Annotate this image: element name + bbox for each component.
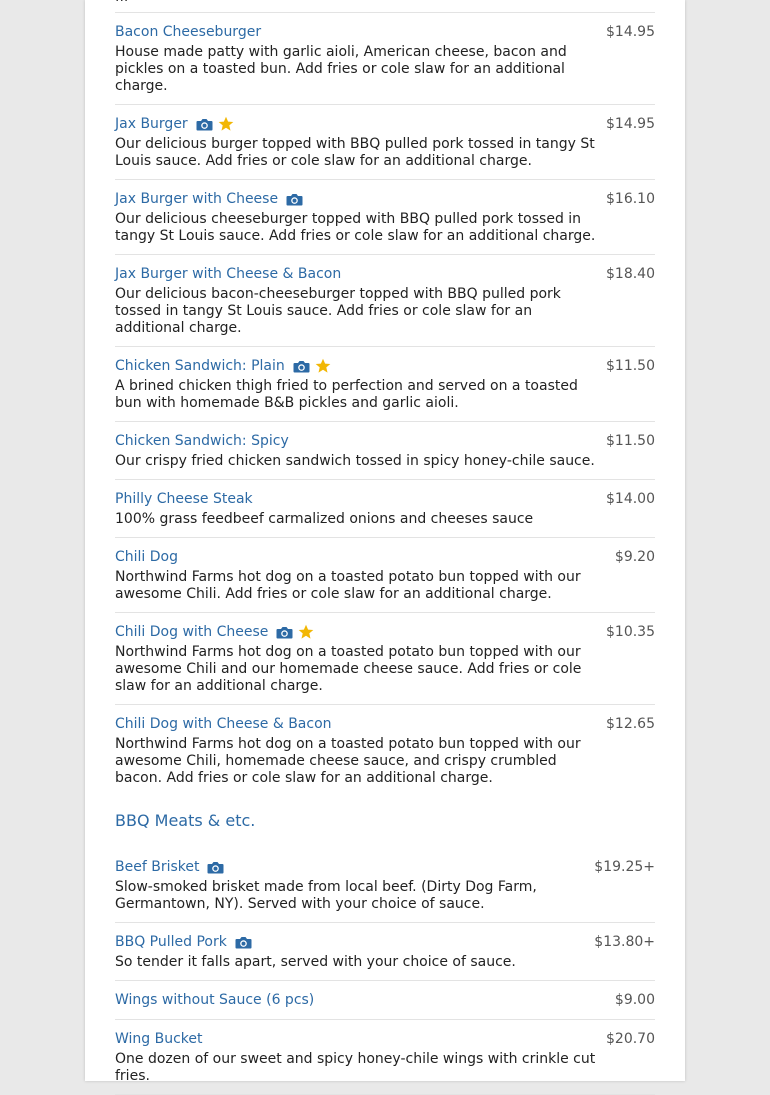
menu-item[interactable] (115, 105, 655, 180)
menu-item-name[interactable]: Jax Burger with Cheese (115, 191, 279, 207)
star-icon (298, 624, 314, 640)
menu-item-description: Our delicious bacon-cheeseburger topped with BBQ pulled pork tossed in tangy St Louis sauce. Add fries or cole slaw for an additional charge. (115, 286, 561, 336)
menu-item-header (115, 264, 655, 284)
menu-item[interactable] (115, 613, 655, 705)
star-icon (315, 358, 331, 374)
menu-item-name[interactable]: Philly Cheese Steak (115, 491, 253, 507)
menu-item-price: $20.70 (606, 1031, 655, 1047)
menu-item-price: $18.40 (606, 266, 655, 282)
menu-item-header (115, 489, 655, 509)
menu-item[interactable] (115, 422, 655, 480)
menu-item-name[interactable]: Bacon Cheeseburger (115, 24, 262, 40)
cut-off-item (115, 0, 655, 13)
menu-item-header (115, 431, 655, 451)
menu-item-header (115, 356, 655, 376)
menu-item-price: $13.80+ (594, 934, 655, 950)
menu-item[interactable] (115, 538, 655, 613)
menu-item-price: $11.50 (606, 433, 655, 449)
menu-item-header (115, 22, 655, 42)
menu-item-header (115, 714, 655, 734)
camera-icon[interactable] (286, 193, 303, 206)
menu-item[interactable] (115, 180, 655, 255)
menu-item-header (115, 547, 655, 567)
camera-icon[interactable] (235, 936, 252, 949)
star-icon (218, 116, 234, 132)
menu-item[interactable] (115, 705, 655, 796)
menu-item-price: $19.25+ (594, 859, 655, 875)
menu-item[interactable] (115, 923, 655, 981)
menu-item-name[interactable]: Jax Burger (115, 116, 188, 132)
menu-item-description: Northwind Farms hot dog on a toasted potato bun topped with our awesome Chili and our homemade cheese sauce. Add fries or cole slaw for an additional charge. (115, 644, 582, 694)
menu-item-price: $10.35 (606, 624, 655, 640)
camera-icon[interactable] (276, 626, 293, 639)
menu-item-header (115, 622, 655, 642)
menu-item-header (115, 1029, 655, 1049)
menu-item-price: $14.95 (606, 116, 655, 132)
menu-item-price: $9.20 (614, 549, 655, 565)
menu-item-description: One dozen of our sweet and spicy honey-chile wings with crinkle cut fries. (115, 1051, 596, 1084)
menu-item-name[interactable]: Chili Dog (115, 549, 178, 565)
menu-item-header (115, 189, 655, 209)
menu-item-name[interactable]: Beef Brisket (115, 859, 200, 875)
menu-item-header (115, 932, 655, 952)
menu-item-price: $16.10 (606, 191, 655, 207)
menu-item[interactable] (115, 347, 655, 422)
menu-item-name[interactable]: Chili Dog with Cheese (115, 624, 269, 640)
menu-item-header (115, 990, 655, 1010)
menu-item-description: Northwind Farms hot dog on a toasted potato bun topped with our awesome Chili. Add fries or cole slaw for an additional charge. (115, 569, 581, 602)
menu-item[interactable] (115, 13, 655, 105)
menu-item-price: $12.65 (606, 716, 655, 732)
menu-item-description: Our delicious burger topped with BBQ pulled pork tossed in tangy St Louis sauce. Add fries or cole slaw for an additional charge. (115, 136, 595, 169)
menu-item[interactable] (115, 480, 655, 538)
menu-item-name[interactable]: Jax Burger with Cheese & Bacon (115, 266, 342, 282)
section-title-bbq-meats: BBQ Meats & etc. (115, 811, 256, 830)
menu-item-price: $11.50 (606, 358, 655, 374)
camera-icon[interactable] (207, 861, 224, 874)
menu-item-description: House made patty with garlic aioli, American cheese, bacon and pickles on a toasted bun. Add fries or cole slaw for an additional charge. (115, 44, 567, 94)
menu-item-name[interactable]: Chili Dog with Cheese & Bacon (115, 716, 332, 732)
menu-item-header (115, 857, 655, 877)
menu-item[interactable] (115, 1020, 655, 1095)
menu-item-description: A brined chicken thigh fried to perfection and served on a toasted bun with homemade B&B pickles and garlic aioli. (115, 378, 578, 411)
bbq-meats-list (115, 848, 655, 1095)
menu-item-price: $14.95 (606, 24, 655, 40)
cut-off-text (115, 0, 128, 5)
camera-icon[interactable] (196, 118, 213, 131)
menu-item[interactable] (115, 255, 655, 347)
menu-item[interactable] (115, 848, 655, 923)
menu-item-description: Slow-smoked brisket made from local beef. (Dirty Dog Farm, Germantown, NY). Served with your choice of sauce. (115, 879, 537, 912)
camera-icon[interactable] (293, 360, 310, 373)
menu-item-name[interactable]: BBQ Pulled Pork (115, 934, 227, 950)
menu-item-price: $9.00 (614, 992, 655, 1008)
menu-item-description: 100% grass feedbeef carmalized onions and cheeses sauce (115, 511, 534, 527)
menu-item[interactable] (115, 981, 655, 1020)
menu-list (115, 0, 655, 1095)
menu-item-name[interactable]: Wing Bucket (115, 1031, 203, 1047)
menu-item-description: Northwind Farms hot dog on a toasted potato bun topped with our awesome Chili, homemade cheese sauce, and crispy crumbled bacon. Add fries or cole slaw for an additional charge. (115, 736, 581, 786)
menu-item-header (115, 114, 655, 134)
burgers-list (115, 13, 655, 796)
menu-item-description: Our delicious cheeseburger topped with BBQ pulled pork tossed in tangy St Louis sauce. Add fries or cole slaw for an additional charge. (115, 211, 596, 244)
menu-item-description: Our crispy fried chicken sandwich tossed in spicy honey-chile sauce. (115, 453, 595, 469)
menu-page (85, 0, 685, 1084)
menu-item-name[interactable]: Chicken Sandwich: Plain (115, 358, 285, 374)
menu-item-price: $14.00 (606, 491, 655, 507)
menu-item-name[interactable]: Wings without Sauce (6 pcs) (115, 992, 315, 1008)
menu-item-name[interactable]: Chicken Sandwich: Spicy (115, 433, 289, 449)
menu-item-description: So tender it falls apart, served with your choice of sauce. (115, 954, 516, 970)
